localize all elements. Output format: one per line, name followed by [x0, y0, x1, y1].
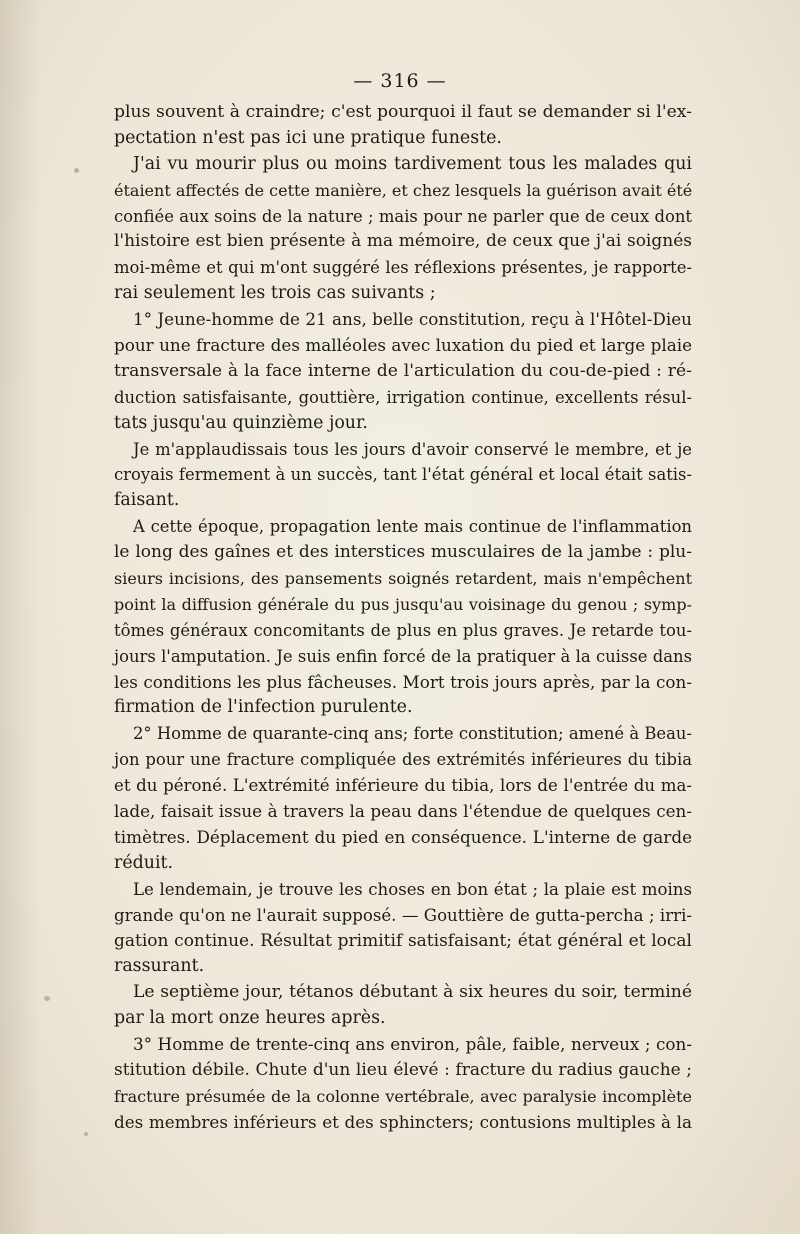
text-line: croyais fermement à un succès, tant l'état général et local était satis- — [114, 465, 692, 485]
paper-speck — [74, 168, 79, 173]
text-line: l'histoire est bien présente à ma mémoire, de ceux que j'ai soignés — [114, 231, 692, 252]
text-line: réduit. — [114, 852, 174, 873]
text-line: tômes généraux concomitants de plus en plus graves. Je retarde tou- — [114, 620, 692, 640]
text-line: transversale à la face interne de l'articulation du cou-de-pied : ré- — [114, 360, 692, 381]
text-line: pour une fracture des malléoles avec luxation du pied et large plaie — [114, 335, 692, 356]
text-line: lade, faisait issue à travers la peau dans l'étendue de quelques cen- — [114, 801, 692, 822]
text-line: rassurant. — [114, 956, 205, 977]
text-line: moi-même et qui m'ont suggéré les réflexions présentes, je rapporte- — [114, 258, 692, 278]
text-line: rai seulement les trois cas suivants ; — [114, 283, 436, 304]
text-line: sieurs incisions, des pansements soignés retardent, mais n'empêchent — [114, 569, 692, 589]
page-number: — 316 — — [353, 70, 447, 92]
body-text — [114, 100, 692, 1136]
text-line: timètres. Déplacement du pied en conséquence. L'interne de garde — [114, 826, 692, 847]
text-line: 3° Homme de trente-cinq ans environ, pâle, faible, nerveux ; con- — [133, 1034, 692, 1055]
text-line: Le septième jour, tétanos débutant à six heures du soir, terminé — [133, 982, 692, 1003]
text-line: faisant. — [114, 490, 180, 511]
text-line: par la mort onze heures après. — [114, 1008, 386, 1029]
text-line: tats jusqu'au quinzième jour. — [114, 412, 368, 433]
text-line: point la diffusion générale du pus jusqu'au voisinage du genou ; symp- — [114, 594, 692, 614]
text-line: stitution débile. Chute d'un lieu élevé : fracture du radius gauche ; — [114, 1059, 692, 1080]
text-line: grande qu'on ne l'aurait supposé. — Gouttière de gutta-percha ; irri- — [114, 905, 692, 925]
text-line: les conditions les plus fâcheuses. Mort trois jours après, par la con- — [114, 671, 692, 692]
text-line: duction satisfaisante, gouttière, irrigation continue, excellents résul- — [114, 387, 692, 407]
text-line: des membres inférieurs et des sphincters; contusions multiples à la — [114, 1111, 692, 1132]
text-line: confiée aux soins de la nature ; mais pour ne parler que de ceux dont — [114, 206, 692, 226]
text-line: jours l'amputation. Je suis enfin forcé de la pratiquer à la cuisse dans — [114, 646, 692, 666]
text-line: 2° Homme de quarante-cinq ans; forte constitution; amené à Beau- — [133, 724, 692, 744]
text-line: Le lendemain, je trouve les choses en bon état ; la plaie est moins — [133, 879, 692, 899]
page-edge-shadow — [0, 0, 40, 1234]
text-line: et du péroné. L'extrémité inférieure du tibia, lors de l'entrée du ma- — [114, 776, 692, 796]
text-line: firmation de l'infection purulente. — [114, 697, 413, 718]
paper-speck — [84, 1132, 88, 1136]
text-line: fracture présumée de la colonne vertébrale, avec paralysie incomplète — [114, 1086, 692, 1106]
text-line: Je m'applaudissais tous les jours d'avoir conservé le membre, et je — [133, 439, 692, 459]
text-line: J'ai vu mourir plus ou moins tardivement tous les malades qui — [133, 153, 692, 174]
text-line: pectation n'est pas ici une pratique funeste. — [114, 127, 502, 148]
text-line: étaient affectés de cette manière, et chez lesquels la guérison avait été — [114, 180, 693, 200]
text-line: le long des gaînes et des interstices musculaires de la jambe : plu- — [114, 542, 692, 563]
text-line: A cette époque, propagation lente mais continue de l'inflammation — [133, 517, 692, 537]
text-line: plus souvent à craindre; c'est pourquoi il faut se demander si l'ex- — [114, 102, 692, 122]
text-line: 1° Jeune-homme de 21 ans, belle constitution, reçu à l'Hôtel-Dieu — [133, 309, 692, 330]
paper-speck — [44, 996, 50, 1001]
text-line: jon pour une fracture compliquée des extrémités inférieures du tibia — [114, 750, 692, 770]
text-line: gation continue. Résultat primitif satisfaisant; état général et local — [114, 930, 692, 951]
